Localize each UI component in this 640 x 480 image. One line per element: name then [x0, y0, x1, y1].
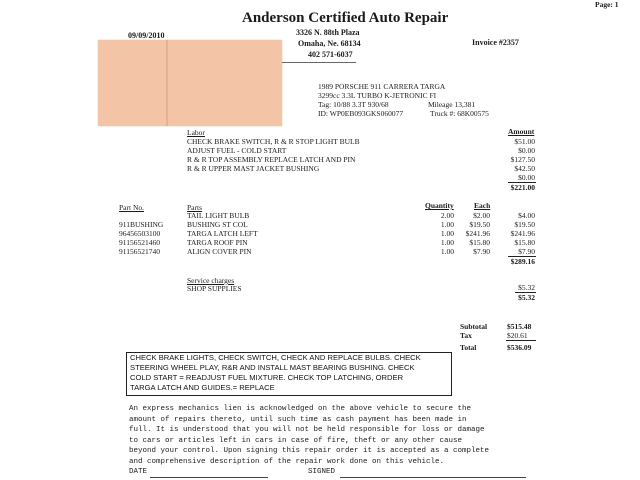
part-quantity: 1.00	[440, 238, 454, 247]
vehicle-truck-number: Truck #: 68K00575	[430, 109, 489, 118]
tax-label: Tax	[460, 331, 472, 340]
vehicle-mileage: Mileage 13,381	[428, 100, 476, 109]
part-quantity: 1.00	[440, 247, 454, 256]
part-each: $7.90	[473, 247, 490, 256]
labor-item-amount: $127.50	[510, 155, 535, 164]
part-number: 91156521460	[119, 238, 160, 247]
parts-header: Parts	[187, 203, 202, 212]
total-value: $536.09	[507, 343, 532, 352]
subtotal-value: $515.48	[507, 322, 532, 331]
invoice-date: 09/09/2010	[128, 31, 165, 40]
part-description: TARGA ROOF PIN	[187, 238, 248, 247]
date-label: DATE	[129, 468, 148, 476]
part-description: TARGA LATCH LEFT	[187, 229, 258, 238]
tax-value: $20.61	[507, 331, 528, 340]
labor-item: CHECK BRAKE SWITCH, R & R STOP LIGHT BULB	[187, 137, 360, 146]
service-total: $5.32	[518, 293, 535, 302]
shop-name: Anderson Certified Auto Repair	[242, 10, 449, 26]
service-notes: CHECK BRAKE LIGHTS, CHECK SWITCH, CHECK AND REPLACE BULBS. CHECK STEERING WHEEL PLAY, R&R AND INSTALL MAST BEARING BUSHING. CHECK COLD START = READJUST FUEL MIXTURE. CHECK TOP LATCHING, ORDER TARGA LATCH AND GUIDES.= REPLACE	[130, 353, 421, 392]
part-each: $15.80	[469, 238, 490, 247]
signed-label: SIGNED	[308, 468, 336, 476]
shop-city: Omaha, Ne. 68134	[298, 39, 361, 48]
shop-address: 3326 N. 88th Plaza	[296, 28, 360, 37]
amount-header: Amount	[508, 127, 535, 136]
part-amount: $241.96	[510, 229, 535, 238]
page-number: Page: 1	[595, 0, 619, 9]
vehicle-engine: 3299cc 3.3L TURBO K-JETRONIC FI	[318, 91, 437, 100]
labor-total: $221.00	[510, 183, 535, 192]
vehicle-model: 1989 PORSCHE 911 CARRERA TARGA	[318, 82, 446, 91]
labor-item: R & R UPPER MAST JACKET BUSHING	[187, 164, 320, 173]
labor-item-amount: $0.00	[518, 173, 535, 182]
quantity-header: Quantity	[425, 201, 454, 210]
part-description: ALIGN COVER PIN	[187, 247, 252, 256]
part-quantity: 1.00	[440, 220, 454, 229]
service-item: SHOP SUPPLIES	[187, 284, 242, 293]
date-line[interactable]	[150, 477, 268, 478]
part-quantity: 1.00	[440, 229, 454, 238]
service-header: Service charges	[187, 276, 235, 285]
parts-total: $289.16	[510, 257, 535, 266]
labor-item: ADJUST FUEL - COLD START	[187, 146, 287, 155]
labor-item-amount: $42.50	[514, 164, 535, 173]
signature-line[interactable]	[340, 477, 526, 478]
each-header: Each	[474, 201, 491, 210]
vehicle-tag: Tag: 10/88 3.3T 930/68	[318, 100, 389, 109]
sticky-note-seam	[166, 40, 168, 126]
part-each: $19.50	[469, 220, 490, 229]
part-number: 911BUSHING	[119, 220, 164, 229]
part-description: BUSHING ST COL	[187, 220, 248, 229]
part-number: 91156521740	[119, 247, 160, 256]
part-amount: $4.00	[518, 211, 535, 220]
shop-phone: 402 571-6037	[308, 50, 353, 59]
partno-header: Part No.	[119, 203, 144, 212]
labor-header: Labor	[187, 128, 205, 137]
vehicle-id: ID: WP0EB093GKS060077	[318, 109, 404, 118]
invoice-number: Invoice #2357	[472, 38, 519, 47]
subtotal-label: Subtotal	[460, 322, 488, 331]
part-each: $2.00	[473, 211, 490, 220]
total-label: Total	[460, 343, 477, 352]
part-quantity: 2.00	[440, 211, 454, 220]
labor-item-amount: $0.00	[518, 146, 535, 155]
part-each: $241.96	[465, 229, 490, 238]
part-number: 96456503100	[119, 229, 161, 238]
part-amount: $19.50	[514, 220, 535, 229]
part-amount: $7.90	[518, 247, 535, 256]
labor-item-amount: $51.00	[514, 137, 535, 146]
part-description: TAIL LIGHT BULB	[187, 211, 250, 220]
service-item-amount: $5.32	[518, 283, 535, 292]
redaction-sticky-note	[98, 40, 282, 126]
labor-item: R & R TOP ASSEMBLY REPLACE LATCH AND PIN	[187, 155, 356, 164]
part-amount: $15.80	[514, 238, 535, 247]
lien-disclaimer: An express mechanics lien is acknowledged on the above vehicle to secure the amount of repairs thereto, until such time as cash payment has been made in full. It is understood that you will not be held responsible for loss or damage to cars or articles left in cars in case of fire, theft or any other cause beyond your control. Upon signing this repair order it is accepted as a complete and comprehensive description of the repair work done on this vehicle.	[129, 405, 490, 466]
